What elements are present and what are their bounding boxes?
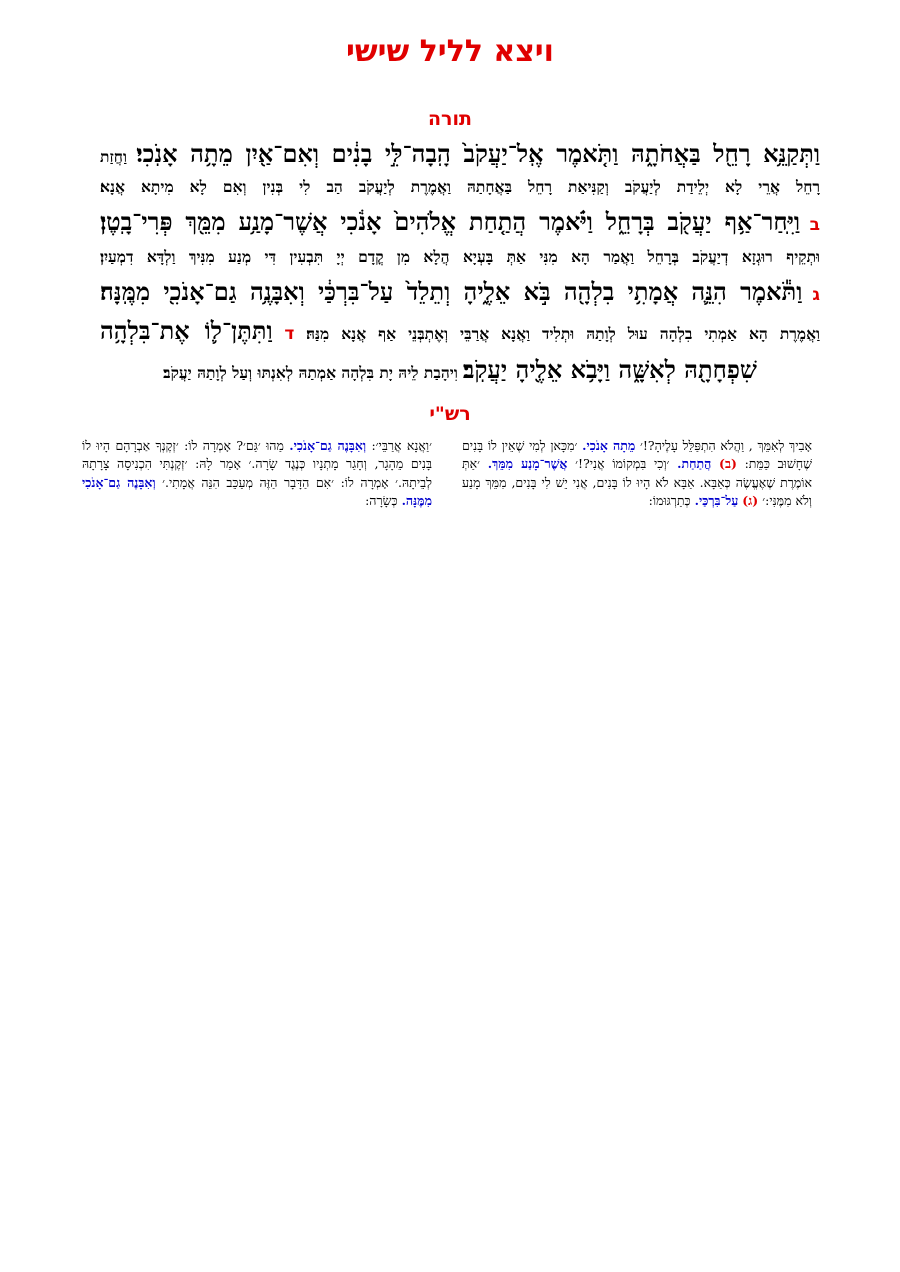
rashi-text: ׳וְכִי בִּמְקוֹמוֹ אֲנִי?!׳ <box>575 456 670 472</box>
rashi-column-right <box>462 437 812 511</box>
rashi-text: ׳מִכָּאן לְמִי שֶׁאֵין לוֹ בָּנִים שֶׁחָשׁוּב כַּמֵּת: <box>462 438 812 472</box>
rashi-column-left <box>82 437 432 511</box>
verse-4-text-start: וַתִּתֶּן־ל֛וֹ אֶת־בִּלְהָ֥ה <box>100 316 273 345</box>
verse-2-text: וַיִּֽחַר־אַ֥ף יַעֲקֹ֖ב בְּרָחֵ֑ל וַיֹּ֗אמֶר הֲתַ֤חַת אֱלֹהִים֙ אָנֹ֔כִי אֲשֶׁר־מָנַ֥ע מִמֵּ֖ךְ פְּרִי־בָֽטֶן׃ <box>100 207 801 236</box>
rashi-dibur-hamatchil: הֲתַחַת. <box>677 456 712 472</box>
rashi-heading: רש"י <box>429 403 471 425</box>
torah-line-3 <box>100 202 820 242</box>
torah-heading: תורה <box>428 108 472 130</box>
torah-line-2 <box>100 172 820 202</box>
verse-3-text: וַתֹּ֕אמֶר הִנֵּ֛ה אֲמָתִ֥י בִלְהָ֖ה בֹּ֣א אֵלֶ֑יהָ וְתֵלֵד֙ עַל־בִּרְכַּ֔י וְאִבָּנֶ֥ה גַם־אָנֹכִ֖י מִמֶּֽנָּה׃ <box>100 277 803 306</box>
rashi-dibur-hamatchil: וְאִבָּנֶה גַם־אָנֹכִי. <box>289 438 367 453</box>
rashi-verse-ref: (ג) <box>742 493 759 509</box>
rashi-text: כְּתַרְגּוּמוֹ: <box>648 493 691 509</box>
rashi-text: ׳אַתְּ אוֹמֶרֶת שֶׁאֶעֱשֶׂה כְּאַבָּא. אַבָּא לֹא הָיוּ לוֹ בָּנִים, אֲנִי יֵשׁ לִי בָּנִים, מִמֵּךְ מָנַע וְלֹא מִמֶּנִּי:׳ <box>462 456 812 509</box>
torah-line-7 <box>100 350 820 390</box>
rashi-text: אָבִיךְ לְאִמֵּךְ , וַהֲלֹא הִתְפַּלֵּל עָלֶיהָ?!׳ <box>639 438 813 453</box>
torah-line-1 <box>100 136 820 172</box>
rashi-text: ׳וַאֲנָא אֲרַבֵּי׳: <box>371 438 432 453</box>
page-title: ויצא לליל שישי <box>346 34 554 69</box>
verse-3-onkelos: וַאֲמֶרֶת הָא אַמְתִי בִלְהָה עוּל לְוָתַהּ וּתְלִיד וַאֲנָא אֲרַבֵּי וְאֶתְבְּנֵי אַף אֲנָא מִנַּהּ׃ <box>306 324 820 343</box>
rashi-dibur-hamatchil: מֵתָה אָנֹכִי. <box>582 438 636 453</box>
rashi-verse-ref: (ב) <box>719 456 737 472</box>
rashi-dibur-hamatchil: וְאִבָּנֶה גַם־אָנֹכִי מִמֶּנָּה. <box>82 474 432 509</box>
verse-4-onkelos: וִיהָבַת לֵיהּ יָת בִּלְהָה אַמְתַהּ לְאִנְתּוּ וְעַל לְוָתַהּ יַעֲקֹב׃ <box>163 363 458 382</box>
torah-line-5 <box>100 272 820 312</box>
torah-text <box>100 136 820 390</box>
verse-4-text-end: שִׁפְחָתָ֖הּ לְאִשָּׁ֑ה וַיָּבֹ֥א אֵלֶ֖יהָ יַעֲקֹֽב׃ <box>462 355 757 384</box>
torah-line-6 <box>100 312 820 350</box>
verse-1-onkelos: רָחֵל אֲרֵי לָא יְלֵידַת לְיַעֲקֹב וְקַנִּיאַת רָחֵל בַּאֲחָתַהּ וַאֲמֶרֶת לְיַעֲקֹב הַב לִי בְּנִין וְאִם לָא מִיתָא אֲנָא׃ <box>100 177 820 196</box>
verse-1-text: וַתְּקַנֵּ֥א רָחֵ֖ל בַּאֲחֹתָ֑הּ וַתֹּ֤אמֶר אֶֽל־יַעֲקֹב֙ הָֽבָה־לִּ֣י בָנִ֔ים וְאִם־אַ֖יִן מֵתָ֥ה אָנֹֽכִי׃ <box>136 139 820 168</box>
rashi-text: כְּשָׂרָה: <box>365 493 398 509</box>
torah-line-4 <box>100 242 820 272</box>
verse-4-number: ד <box>284 324 295 344</box>
rashi-text: מַהוּ ׳גַּם׳? אָמְרָה לוֹ: ׳זְקֶנְךָ אַבְרָהָם הָיוּ לוֹ בָּנִים מֵהָגָר, וְחָגַר מָתְנָיו כְּנֶגֶד שָׂרָה.׳ אָמַר לָהּ: ׳זְקֶנְתִּי הִכְנִיסָה צָרָתָהּ לְבֵיתָהּ.׳ אָמְרָה לוֹ: ׳אִם הַדָּבָר הַזֶּה מְעַכֵּב הִנֵּה אֲמָתִי.׳ <box>82 438 432 490</box>
verse-2-number: ב <box>809 215 820 235</box>
verse-1-onkelos-start: וַחֲזַת <box>100 147 127 166</box>
rashi-dibur-hamatchil: עַל־בִּרְכַּי. <box>694 493 739 509</box>
rashi-dibur-hamatchil: אֲשֶׁר־מָנַע מִמֵּךְ. <box>487 456 568 472</box>
verse-3-number: ג <box>812 285 820 305</box>
verse-2-onkelos: וּתְקֵיף רוּגְזָא דְיַעֲקֹב בְּרָחֵל וַאֲמַר הָא מִנִּי אַתְּ בָּעְיָא הֲלָא מִן קֳדָם יְיָ תִּבְעִין דִּי מְנַע מִנִּיךְ וַלְדָּא דִמְעַיִן׃ <box>100 247 820 266</box>
